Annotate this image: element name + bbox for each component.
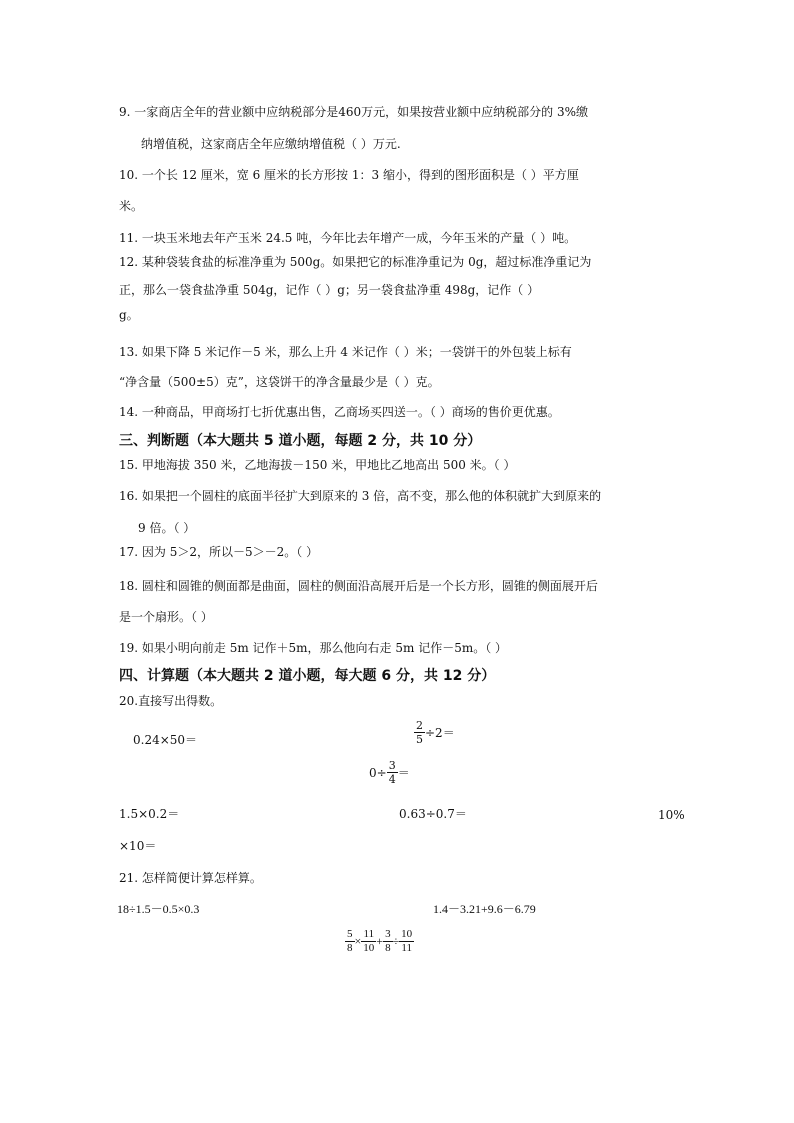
q13-line2: “净含量（500±5）克”，这袋饼干的净含量最少是（ ）克。 <box>119 375 440 389</box>
q13-line1: 13. 如果下降 5 米记作－5 米，那么上升 4 米记作（ ）米；一袋饼干的外包装上标有 <box>119 345 572 359</box>
operator: ÷ <box>392 934 400 948</box>
q21-expr-3 <box>345 928 414 955</box>
denominator: 11 <box>401 942 412 954</box>
expr-rest: ＝ <box>397 766 410 780</box>
q12-line1: 12. 某种袋装食盐的标准净重为 500g。如果把它的标准净重记为 0g，超过标准净重记为 <box>119 255 592 269</box>
denominator: 8 <box>385 942 391 954</box>
fraction <box>399 928 414 955</box>
q16-line2: 9 倍。（ ） <box>138 521 196 535</box>
numerator: 11 <box>363 928 375 940</box>
fraction <box>361 928 376 955</box>
numerator: 10 <box>401 928 413 940</box>
numerator: 5 <box>347 928 353 940</box>
expr-rest: ÷2＝ <box>425 726 455 740</box>
q20-expr-1: 0.24×50＝ <box>133 733 198 747</box>
q10-line2: 米。 <box>119 199 144 213</box>
numerator: 2 <box>416 719 423 732</box>
denominator: 8 <box>347 942 353 954</box>
q21-expr-2: 1.4－3.21+9.6－6.79 <box>433 902 536 916</box>
fraction <box>383 928 393 955</box>
q14: 14. 一种商品，甲商场打七折优惠出售，乙商场买四送一。（ ）商场的售价更优惠。 <box>119 405 560 419</box>
denominator: 10 <box>363 942 375 954</box>
fraction <box>387 759 398 786</box>
q9-line1: 9. 一家商店全年的营业额中应纳税部分是460万元，如果按营业额中应纳税部分的 3%缴 <box>119 105 589 119</box>
q12-line2: 正，那么一袋食盐净重 504g，记作（ ）g；另一袋食盐净重 498g，记作（ ） <box>119 283 540 297</box>
expr-pre: 0÷ <box>369 765 387 780</box>
q17: 17. 因为 5＞2，所以－5＞－2。（ ） <box>119 545 319 559</box>
section3-heading: 三、判断题（本大题共 5 道小题，每题 2 分，共 10 分） <box>119 433 482 449</box>
numerator: 3 <box>385 928 391 940</box>
fraction <box>345 928 355 955</box>
operator: + <box>376 934 384 948</box>
denominator: 4 <box>388 773 396 786</box>
q20-expr-6a: 10% <box>658 808 685 822</box>
q20-title: 20.直接写出得数。 <box>119 694 223 708</box>
q21-expr-1: 18÷1.5－0.5×0.3 <box>117 902 200 916</box>
q18-line2: 是一个扇形。（ ） <box>119 610 213 624</box>
q15: 15. 甲地海拔 350 米，乙地海拔－150 米，甲地比乙地高出 500 米。（ ） <box>119 458 516 472</box>
q16-line1: 16. 如果把一个圆柱的底面半径扩大到原来的 3 倍，高不变，那么他的体积就扩大到原来的 <box>119 489 602 503</box>
q11: 11. 一块玉米地去年产玉米 24.5 吨，今年比去年增产一成，今年玉米的产量（ ）吨。 <box>119 231 577 245</box>
section4-heading: 四、计算题（本大题共 2 道小题，每大题 6 分，共 12 分） <box>119 668 496 684</box>
numerator: 3 <box>388 759 396 772</box>
q20-expr-6b: ×10＝ <box>119 839 157 853</box>
operator: × <box>354 934 362 948</box>
q10-line1: 10. 一个长 12 厘米，宽 6 厘米的长方形按 1：3 缩小，得到的图形面积是（ ）平方厘 <box>119 168 579 182</box>
q9-line2: 纳增值税，这家商店全年应缴纳增值税（ ）万元. <box>141 137 401 151</box>
q12-line3: g。 <box>119 308 139 322</box>
denominator: 5 <box>416 733 423 746</box>
q21-title: 21. 怎样简便计算怎样算。 <box>119 871 262 885</box>
q18-line1: 18. 圆柱和圆锥的侧面都是曲面，圆柱的侧面沿高展开后是一个长方形，圆锥的侧面展开后 <box>119 579 598 593</box>
q20-expr-3 <box>369 759 410 786</box>
fraction <box>414 719 425 746</box>
q20-expr-5: 0.63÷0.7＝ <box>399 807 467 821</box>
q19: 19. 如果小明向前走 5m 记作＋5m，那么他向右走 5m 记作－5m。（ ） <box>119 641 508 655</box>
q20-expr-2 <box>414 719 455 746</box>
q20-expr-4: 1.5×0.2＝ <box>119 807 180 821</box>
